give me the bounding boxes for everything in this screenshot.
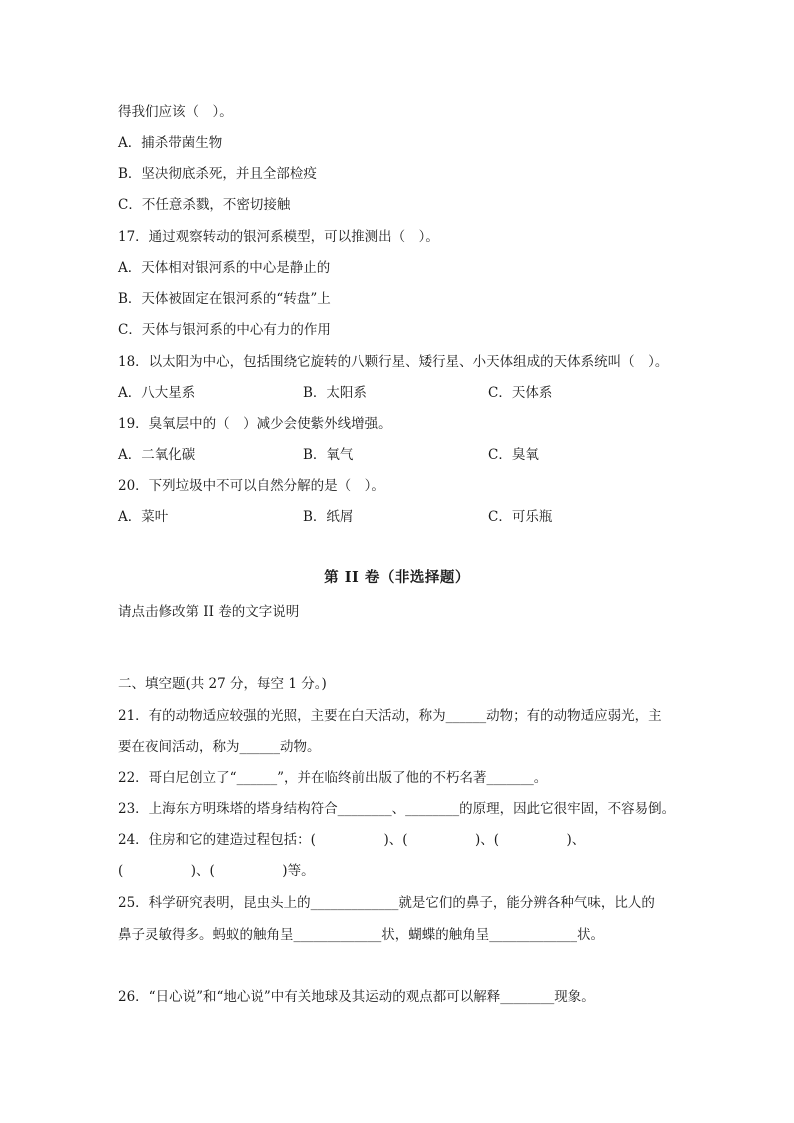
q19-option-c: C．臭氧 xyxy=(488,447,539,463)
q17-option-c: C．天体与银河系的中心有力的作用 xyxy=(118,322,331,338)
q20-option-c: C．可乐瓶 xyxy=(488,509,553,525)
q26: 26．“日心说”和“地心说”中有关地球及其运动的观点都可以解释________现象。 xyxy=(118,989,595,1005)
q19-option-b: B．氧气 xyxy=(303,447,354,463)
fill-blank-section-heading: 二、填空题(共 27 分，每空 1 分。) xyxy=(118,676,327,692)
q20-option-b: B．纸屑 xyxy=(303,509,354,525)
q23: 23．上海东方明珠塔的塔身结构符合________、________的原理，因此它很牢固，不容易倒。 xyxy=(118,801,676,817)
q18-stem: 18．以太阳为中心，包括围绕它旋转的八颗行星、矮行星、小天体组成的天体系统叫（ ）。 xyxy=(118,354,669,370)
q25-line1: 25．科学研究表明，昆虫头上的_____________就是它们的鼻子，能分辨各种气味，比人的 xyxy=(118,895,655,911)
q24-line1: 24．住房和它的建造过程包括：( )、( )、( )、 xyxy=(118,832,586,848)
q18-option-a: A．八大星系 xyxy=(118,385,196,401)
part2-note: 请点击修改第 II 卷的文字说明 xyxy=(118,604,300,620)
q22: 22．哥白尼创立了“______”，并在临终前出版了他的不朽名著_______。 xyxy=(118,770,548,786)
q16-option-c: C．不任意杀戮，不密切接触 xyxy=(118,197,291,213)
q21-line1: 21．有的动物适应较强的光照，主要在白天活动，称为______动物；有的动物适应弱光，主 xyxy=(118,708,662,724)
q20-option-a: A．菜叶 xyxy=(118,509,169,525)
q16-stem-tail: 得我们应该（ ）。 xyxy=(118,104,233,120)
q16-option-b: B．坚决彻底杀死，并且全部检疫 xyxy=(118,166,317,182)
q17-option-a: A．天体相对银河系的中心是静止的 xyxy=(118,260,331,276)
q21-line2: 要在夜间活动，称为______动物。 xyxy=(118,739,321,755)
q18-option-c: C．天体系 xyxy=(488,385,553,401)
q17-option-b: B．天体被固定在银河系的“转盘”上 xyxy=(118,291,331,307)
q17-stem: 17．通过观察转动的银河系模型，可以推测出（ ）。 xyxy=(118,229,439,245)
q20-stem: 20．下列垃圾中不可以自然分解的是（ ）。 xyxy=(118,478,385,494)
q24-line2: ( )、( )等。 xyxy=(118,863,315,879)
q16-option-a: A．捕杀带菌生物 xyxy=(118,135,223,151)
q19-option-a: A．二氧化碳 xyxy=(118,447,196,463)
q19-stem: 19．臭氧层中的（ ）减少会使紫外线增强。 xyxy=(118,416,392,432)
q25-line2: 鼻子灵敏得多。蚂蚁的触角呈_____________状，蝴蝶的触角呈_____________状。 xyxy=(118,927,604,943)
q18-option-b: B．太阳系 xyxy=(303,385,367,401)
part2-title: 第 II 卷（非选择题） xyxy=(324,569,470,586)
